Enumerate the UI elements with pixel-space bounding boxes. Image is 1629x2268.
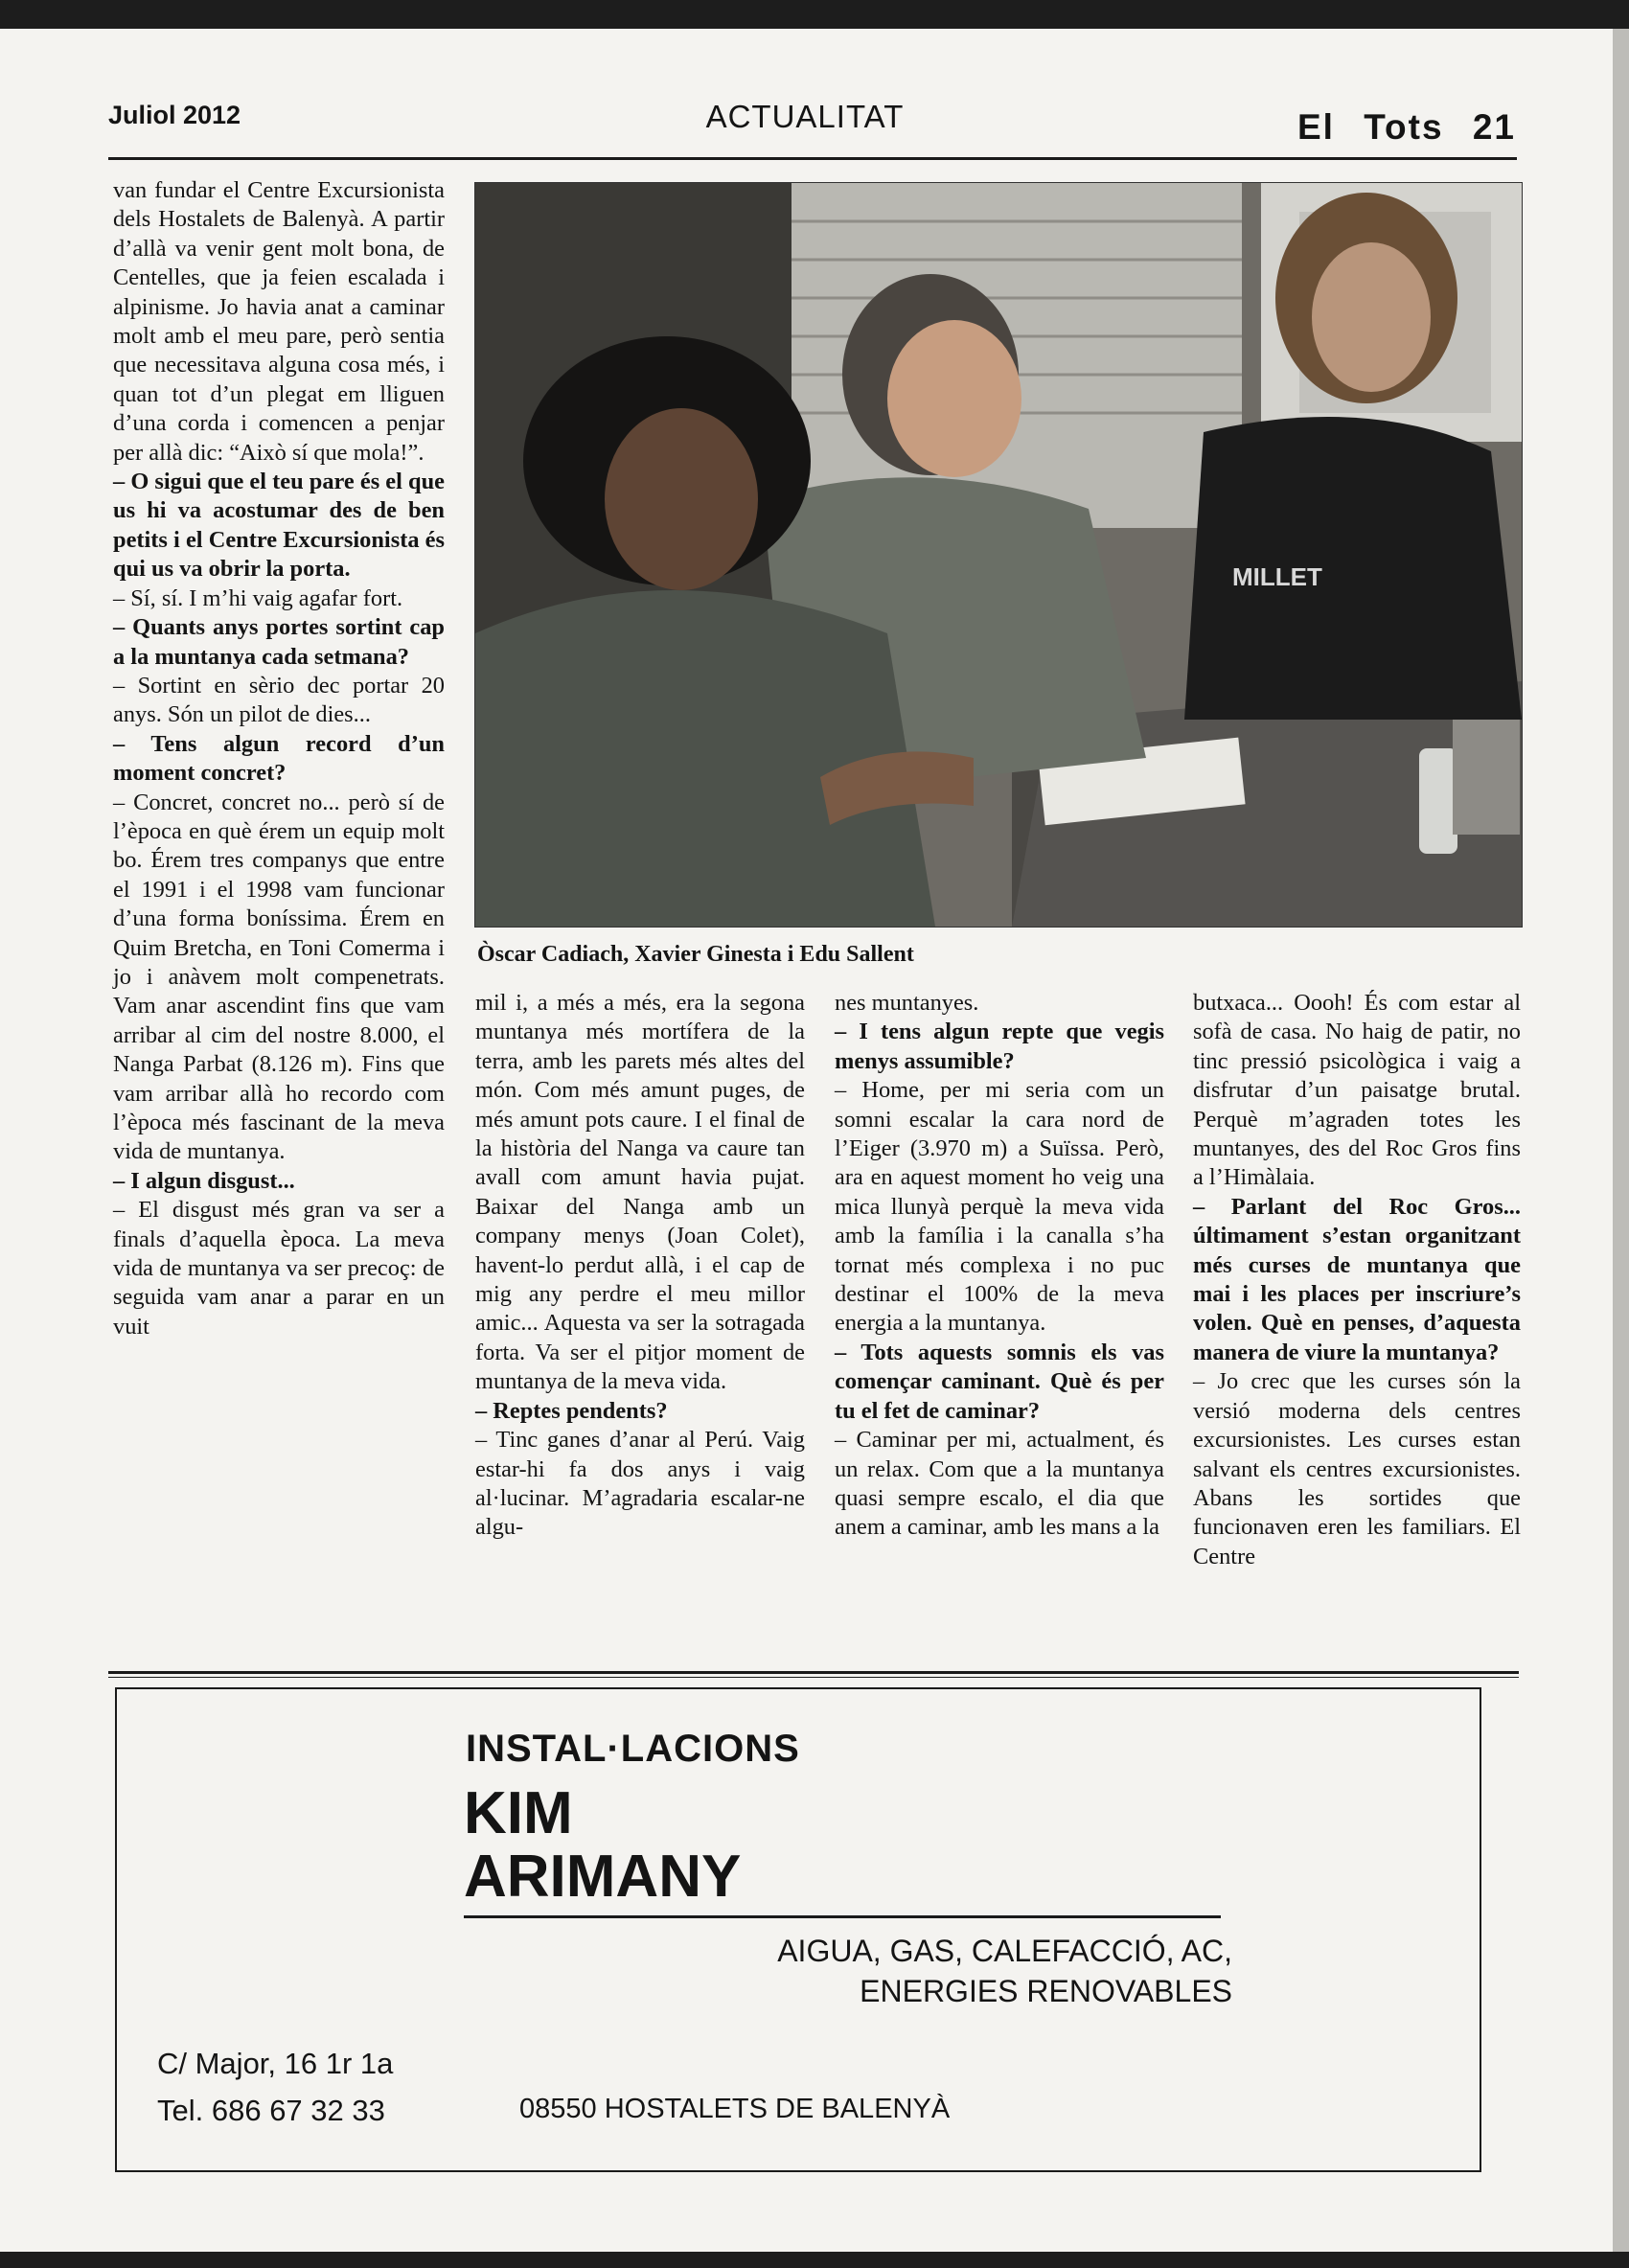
- ad-line-installacions: INSTAL·LACIONS: [466, 1728, 800, 1770]
- interview-question: – Tots aquests somnis els vas començar caminant. Què és per tu el fet de caminar?: [835, 1339, 1164, 1424]
- ad-rule-thin: [108, 1677, 1519, 1678]
- ad-rule-thick: [108, 1671, 1519, 1674]
- article-column-2: [475, 989, 805, 1543]
- interview-question: – Quants anys portes sortint cap a la muntanya cada setmana?: [113, 614, 445, 670]
- advertisement: [115, 1687, 1481, 2172]
- page-edge: [1613, 29, 1629, 2252]
- interview-answer: – Concret, concret no... però sí de l’època en què érem un equip molt bo. Érem tres companys que entre el 1991 i el 1998 vam funcionar d’una forma boníssima. Érem en Quim Bretcha, en Toni Comerma i jo i anàvem molt compenetrats. Vam anar ascendint fins que vam arribar al cim del nostre 8.000, el Nanga Parbat (8.126 m). Fins que vam arribar allà ho recordo com l’època més fascinant de la meva vida de muntanya.: [113, 789, 445, 1165]
- interview-answer: – Sortint en sèrio dec portar 20 anys. Són un pilot de dies...: [113, 672, 445, 728]
- interview-answer: – Home, per mi seria com un somni escalar la cara nord de l’Eiger (3.970 m) a Suïssa. Però, ara en aquest moment ho veig una mica llunyà perquè la meva vida amb la família i la canalla s’ha tornat més complexa i no puc destinar el 100% de la meva energia a la muntanya.: [835, 1077, 1164, 1337]
- interview-answer: – Jo crec que les curses són la versió moderna dels centres excursionistes. Les curses estan salvant els centres excursionistes. Abans les sortides que funcionaven eren les familiars. El Centre: [1193, 1368, 1521, 1569]
- article-column-1: [113, 176, 445, 1341]
- interview-question: – Reptes pendents?: [475, 1397, 668, 1424]
- article-column-4: [1193, 989, 1521, 1571]
- article-photo: [474, 182, 1523, 928]
- article-column-3: [835, 989, 1164, 1543]
- ad-inner-rule: [464, 1915, 1221, 1918]
- header-section: ACTUALITAT: [705, 99, 905, 134]
- interview-question: – I tens algun repte que vegis menys assumible?: [835, 1019, 1164, 1074]
- photo-caption: Òscar Cadiach, Xavier Ginesta i Edu Sallent: [477, 942, 914, 967]
- ad-address: C/ Major, 16 1r 1a: [157, 2047, 394, 2080]
- interview-question: – Parlant del Roc Gros... últimament s’estan organitzant més curses de muntanya que mai i les places per inscriure’s volen. Què en penses, d’aquesta manera de viure la muntanya?: [1193, 1193, 1521, 1365]
- interview-answer: – Tinc ganes d’anar al Perú. Vaig estar-hi fa dos anys i vaig al·lucinar. M’agradaria escalar-ne algu-: [475, 1427, 805, 1541]
- shirt-text: MILLET: [1232, 562, 1322, 591]
- ad-town: 08550 HOSTALETS DE BALENYÀ: [519, 2094, 951, 2124]
- header-publication: [1297, 107, 1516, 148]
- ad-services-line1: AIGUA, GAS, CALEFACCIÓ, AC,: [777, 1934, 1232, 1968]
- interview-answer: – Caminar per mi, actualment, és un relax. Com que a la muntanya quasi sempre escalo, el dia que anem a caminar, amb les mans a la: [835, 1427, 1164, 1541]
- ad-services-line2: ENERGIES RENOVABLES: [860, 1974, 1232, 2008]
- interview-answer: butxaca... Oooh! És com estar al sofà de casa. No haig de patir, no tinc pressió psicològica i vaig a disfrutar d’un paisatge brutal. Perquè m’agraden totes les muntanyes, des del Roc Gros fins a l’Himàlaia.: [1193, 990, 1521, 1191]
- interview-question: – I algun disgust...: [113, 1167, 295, 1194]
- interview-question: – Tens algun record d’un moment concret?: [113, 730, 445, 787]
- photo-illustration: [475, 183, 1522, 927]
- publication-name: El Tots: [1296, 107, 1444, 147]
- header-date: Juliol 2012: [108, 101, 241, 129]
- page-number: 21: [1472, 107, 1516, 147]
- interview-answer: – Sí, sí. I m’hi vaig agafar fort.: [113, 584, 403, 611]
- interview-answer: – El disgust més gran va ser a finals d’aquella època. La meva vida de muntanya va ser precoç: de seguida vam anar a parar en un vuit: [113, 1197, 445, 1340]
- interview-answer: mil i, a més a més, era la segona muntanya més mortífera de la terra, amb les parets més altes del món. Com més amunt puges, de més amunt pots caure. I el final de la història del Nanga va caure tan avall com amunt havia pujat. Baixar del Nanga amb un company menys (Joan Colet), havent-lo perdut allà, i el cap de mig any perdre el meu millor amic... Aquesta va ser la sotragada forta. Va ser el pitjor moment de muntanya de la meva vida.: [475, 990, 805, 1395]
- interview-question: – O sigui que el teu pare és el que us hi va acostumar des de ben petits i el Centre Excursionista és qui us va obrir la porta.: [113, 469, 445, 583]
- interview-answer: nes muntanyes.: [835, 990, 979, 1016]
- ad-name-first: KIM: [464, 1780, 573, 1846]
- header-rule: [108, 157, 1517, 160]
- interview-answer: van fundar el Centre Excursionista dels Hostalets de Balenyà. A partir d’allà va venir gent molt bona, de Centelles, que ja feien escalada i alpinisme. Jo havia anat a caminar molt amb el meu pare, però sentia que necessitava alguna cosa més, i quan tot d’un plegat em lliguen d’una corda i comencen a penjar per allà dic: “Això sí que mola!”.: [113, 177, 445, 466]
- ad-name-last: ARIMANY: [464, 1844, 742, 1910]
- ad-phone: Tel. 686 67 32 33: [157, 2094, 385, 2127]
